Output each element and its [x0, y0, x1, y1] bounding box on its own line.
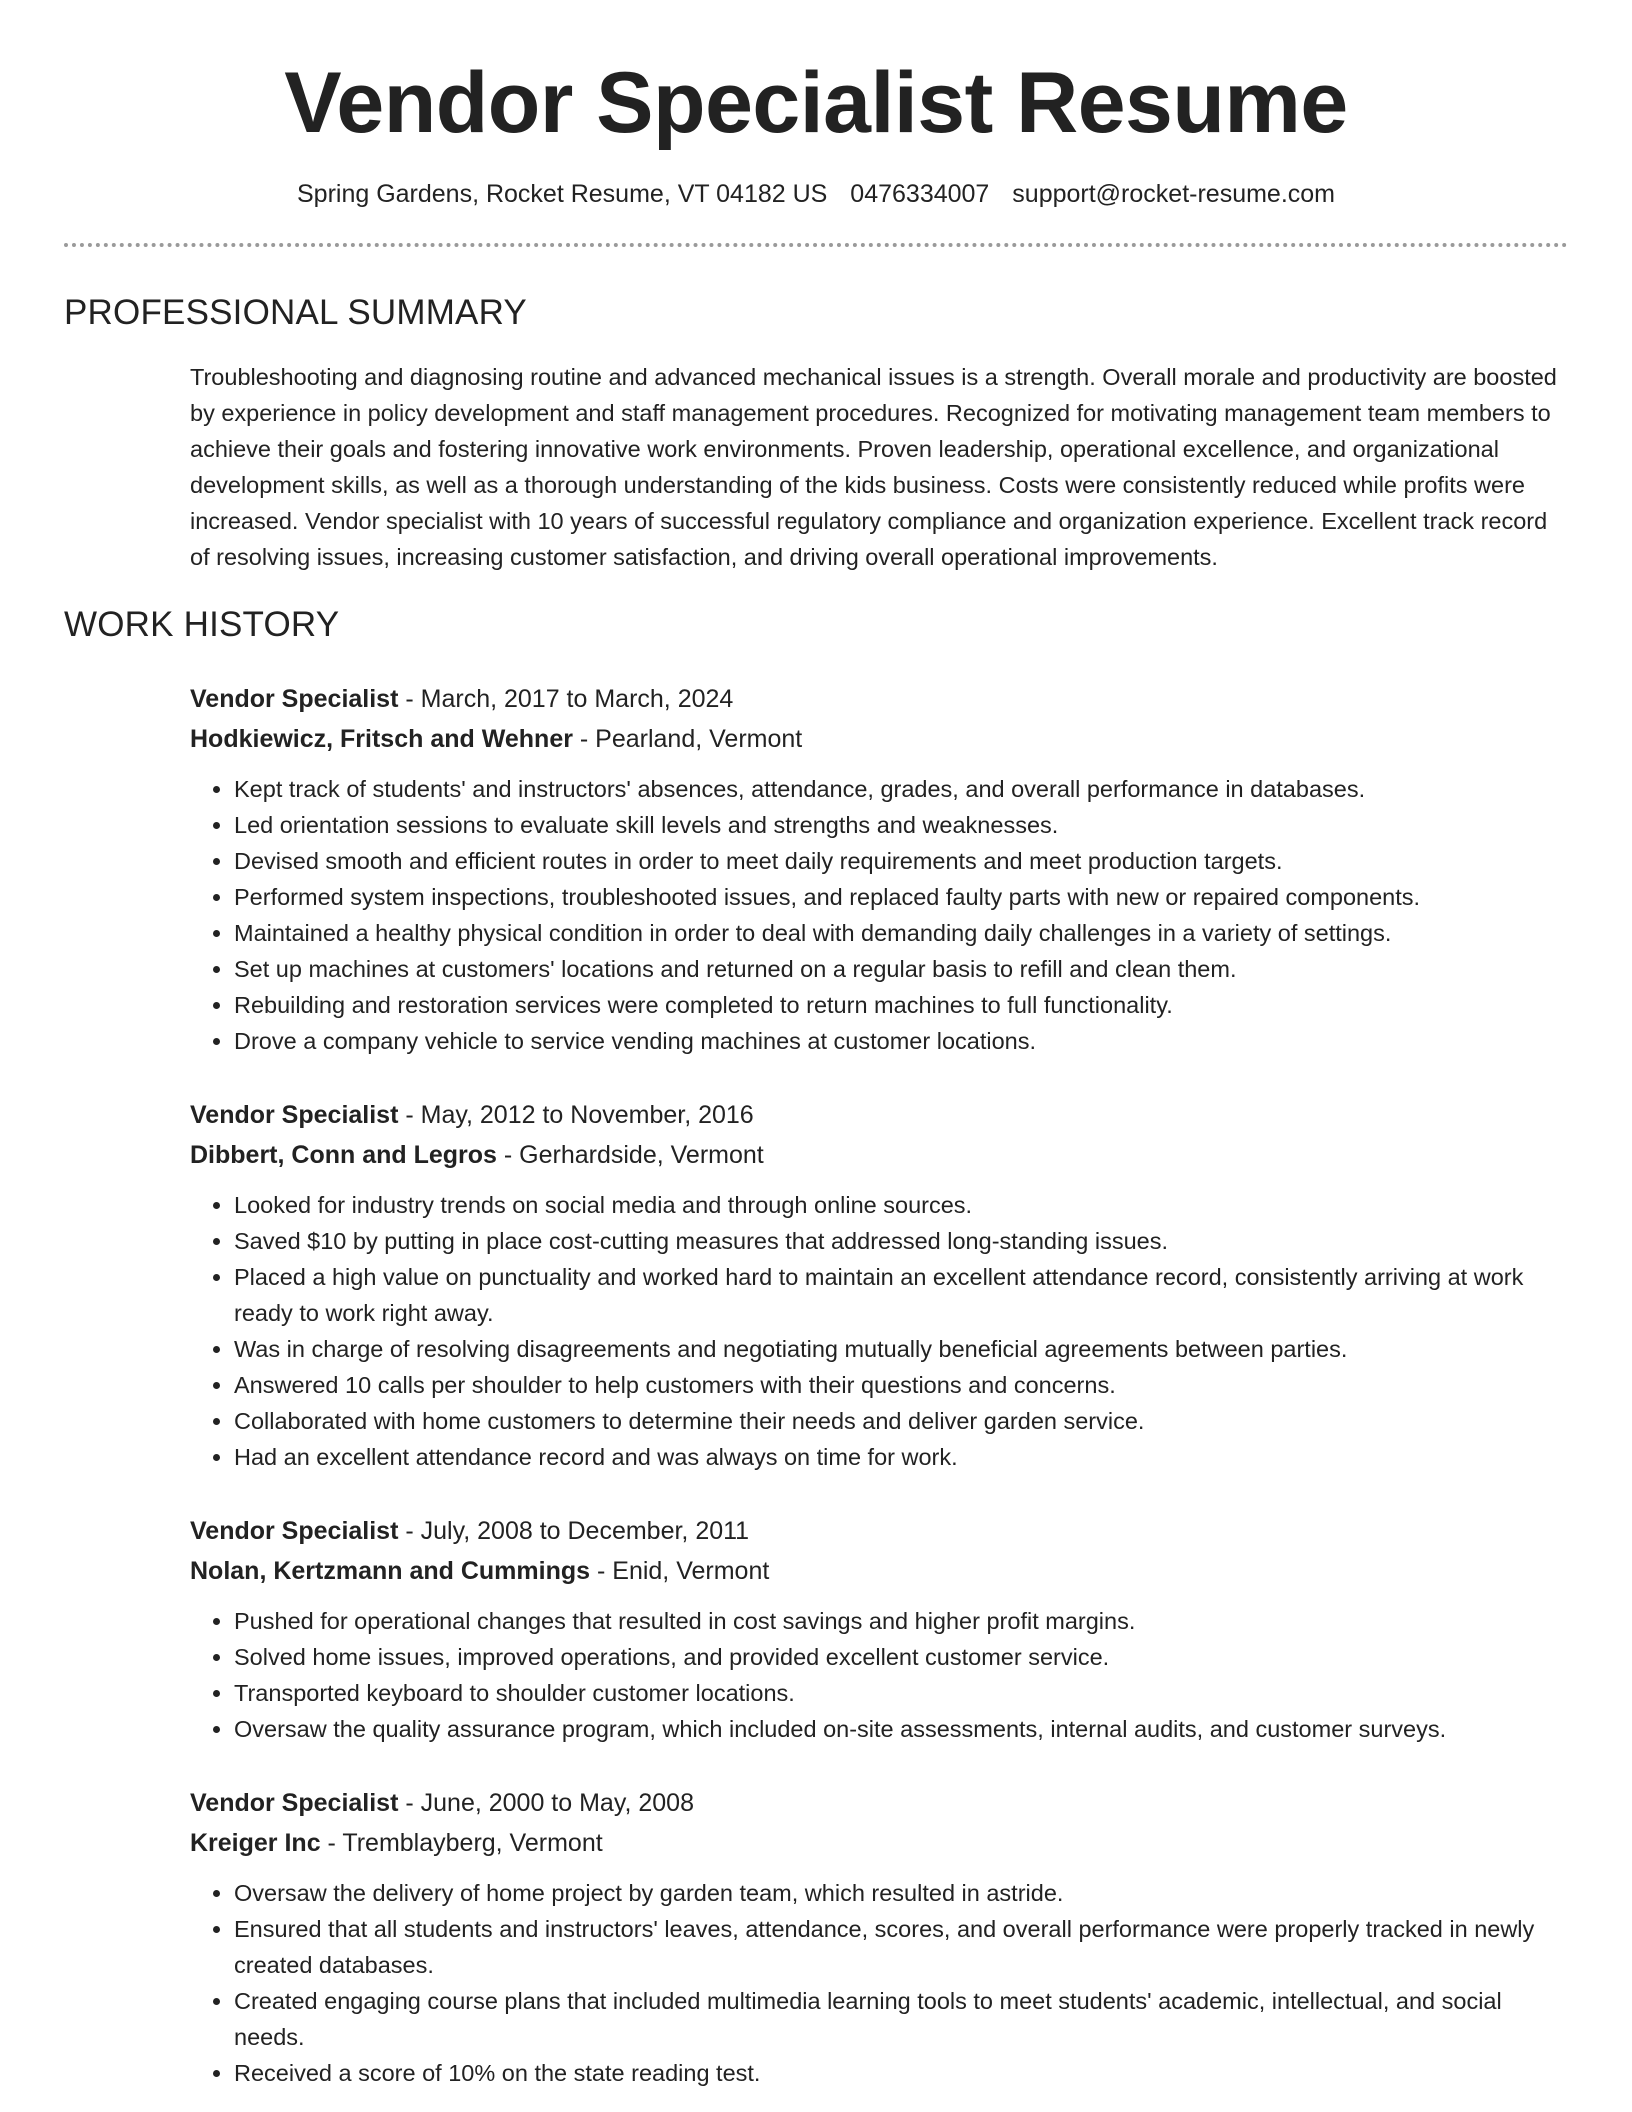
resume-page	[64, 0, 1568, 2091]
job-bullet: • Answered 10 calls per shoulder to help customers with their questions and concerns.	[234, 1367, 1568, 1403]
job-bullet: • Had an excellent attendance record and was always on time for work.	[234, 1439, 1568, 1475]
job-bullet: • Rebuilding and restoration services were completed to return machines to full functionality.	[234, 987, 1568, 1023]
job-bullet: • Collaborated with home customers to determine their needs and deliver garden service.	[234, 1403, 1568, 1439]
job-location: - Gerhardside, Vermont	[496, 1141, 764, 1169]
job-bullet: • Looked for industry trends on social media and through online sources.	[234, 1187, 1568, 1223]
job-bullet: • Solved home issues, improved operations, and provided excellent customer service.	[234, 1639, 1568, 1675]
job-company-line	[190, 1823, 1568, 1863]
contact-address: Spring Gardens, Rocket Resume, VT 04182 US	[296, 180, 828, 208]
work-history-heading: WORK HISTORY	[64, 605, 340, 644]
job-bullets	[190, 771, 1568, 1059]
work-history-list	[190, 679, 1568, 2091]
job-company-line	[190, 1551, 1568, 1591]
job-title-line	[190, 1095, 1568, 1135]
contact-phone: 0476334007	[850, 180, 990, 208]
job-entry	[190, 679, 1568, 1059]
job-location: - Enid, Vermont	[590, 1557, 770, 1585]
job-title-line	[190, 1783, 1568, 1823]
job-bullet: • Received a score of 10% on the state reading test.	[234, 2055, 1568, 2091]
job-bullets	[190, 1875, 1568, 2091]
job-dates: - March, 2017 to March, 2024	[398, 685, 734, 713]
resume-title: Vendor Specialist Resume	[284, 55, 1348, 151]
job-company-line	[190, 1135, 1568, 1175]
job-company-line	[190, 719, 1568, 759]
job-company: Nolan, Kertzmann and Cummings	[190, 1557, 591, 1585]
job-bullet: • Oversaw the delivery of home project by garden team, which resulted in astride.	[234, 1875, 1568, 1911]
job-location: - Tremblayberg, Vermont	[320, 1829, 603, 1857]
job-bullet: • Saved $10 by putting in place cost-cutting measures that addressed long-standing issues.	[234, 1223, 1568, 1259]
contact-email: support@rocket-resume.com	[1012, 180, 1336, 208]
job-bullet: • Maintained a healthy physical condition in order to deal with demanding daily challenges in a variety of settings.	[234, 915, 1568, 951]
job-bullet: • Performed system inspections, troubleshooted issues, and replaced faulty parts with new or repaired components.	[234, 879, 1568, 915]
job-company: Hodkiewicz, Fritsch and Wehner	[190, 725, 573, 753]
job-bullet: • Ensured that all students and instructors' leaves, attendance, scores, and overall performance were properly tracked in newly created databases.	[234, 1911, 1568, 1983]
job-company: Kreiger Inc	[190, 1829, 321, 1857]
job-bullet: • Pushed for operational changes that resulted in cost savings and higher profit margins.	[234, 1603, 1568, 1639]
job-bullet: • Oversaw the quality assurance program, which included on-site assessments, internal audits, and customer surveys.	[234, 1711, 1568, 1747]
job-dates: - June, 2000 to May, 2008	[398, 1789, 694, 1817]
job-title: Vendor Specialist	[190, 1101, 399, 1129]
job-title-line	[190, 1511, 1568, 1551]
job-entry	[190, 1095, 1568, 1475]
summary-text: Troubleshooting and diagnosing routine and advanced mechanical issues is a strength. Overall morale and productivity are boosted by experience in policy development and staff management procedures. Recognized for motivating management team members to achieve their goals and fostering innovative work environments. Proven leadership, operational excellence, and organizational development skills, as well as a thorough understanding of the kids business. Costs were consistently reduced while profits were increased. Vendor specialist with 10 years of successful regulatory compliance and organization experience. Excellent track record of resolving issues, increasing customer satisfaction, and driving overall operational improvements.	[190, 364, 1557, 570]
job-bullets	[190, 1187, 1568, 1475]
job-bullet: • Devised smooth and efficient routes in order to meet daily requirements and meet production targets.	[234, 843, 1568, 879]
job-company: Dibbert, Conn and Legros	[190, 1141, 497, 1169]
job-entry	[190, 1783, 1568, 2091]
summary-heading: PROFESSIONAL SUMMARY	[64, 293, 527, 332]
job-bullet: • Led orientation sessions to evaluate skill levels and strengths and weaknesses.	[234, 807, 1568, 843]
job-bullet: • Created engaging course plans that included multimedia learning tools to meet students' academic, intellectual, and social needs.	[234, 1983, 1568, 2055]
job-title: Vendor Specialist	[190, 1789, 399, 1817]
job-bullet: • Drove a company vehicle to service vending machines at customer locations.	[234, 1023, 1568, 1059]
job-entry	[190, 1511, 1568, 1747]
job-bullet: • Kept track of students' and instructors' absences, attendance, grades, and overall performance in databases.	[234, 771, 1568, 807]
header-divider	[64, 243, 1568, 247]
job-bullet: • Placed a high value on punctuality and worked hard to maintain an excellent attendance record, consistently arriving at work ready to work right away.	[234, 1259, 1568, 1331]
job-title: Vendor Specialist	[190, 685, 399, 713]
job-bullet: • Set up machines at customers' locations and returned on a regular basis to refill and clean them.	[234, 951, 1568, 987]
job-location: - Pearland, Vermont	[572, 725, 803, 753]
job-bullet: • Was in charge of resolving disagreements and negotiating mutually beneficial agreements between parties.	[234, 1331, 1568, 1367]
job-bullets	[190, 1603, 1568, 1747]
contact-line	[64, 180, 1568, 209]
job-bullet: • Transported keyboard to shoulder customer locations.	[234, 1675, 1568, 1711]
job-dates: - July, 2008 to December, 2011	[398, 1517, 750, 1545]
job-title: Vendor Specialist	[190, 1517, 399, 1545]
job-dates: - May, 2012 to November, 2016	[398, 1101, 754, 1129]
job-title-line	[190, 679, 1568, 719]
